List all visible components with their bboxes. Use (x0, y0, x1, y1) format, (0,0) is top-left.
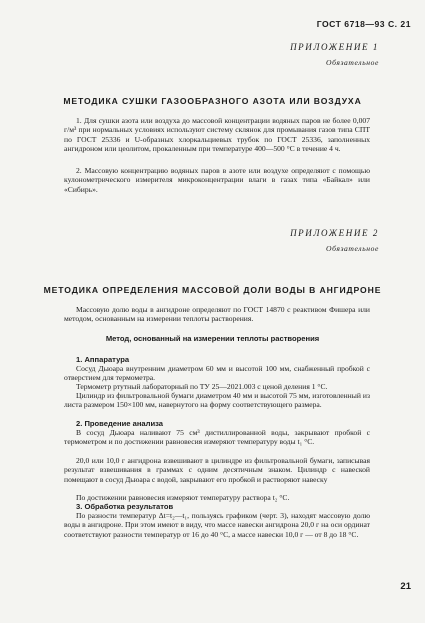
heading-procedure: 2. Проведение анализа (76, 419, 164, 428)
section-1-paragraph-1: 1. Для сушки азота или воздуха до массовой концентрации водяных паров не более 0,007 г/м³ при нормальных условиях используют систему склянок для промывания газов типа СПТ по ГОСТ 25336 и U-образных хлоркальциевых трубок по ГОСТ 25336, заполненных ангидроном или цеолитом, прокаленным при температуре 400—500 °С в течение 4 ч. (64, 116, 370, 153)
appendix-1-label: ПРИЛОЖЕНИЕ 1 (290, 42, 379, 52)
procedure-step-1: В сосуд Дьюара наливают 75 см³ дистиллированной воды, закрывают пробкой с термометром и по достижении равновесия измеряют температуру воды t₁ °С. (64, 428, 370, 447)
procedure-step-2: 20,0 или 10,0 г ангидрона взвешивают в цилиндре из фильтровальной бумаги, записывая результат взвешивания в граммах с одним десятичным знаком. Цилиндр с навеской помещают в сосуд Дьюара с водой, закрывают его пробкой и растворяют навеску (64, 456, 370, 484)
apparatus-dewar: Сосуд Дьюара внутренним диаметром 60 мм и высотой 100 мм, снабженный пробкой с отверстием для термометра. (64, 364, 370, 383)
apparatus-cylinder: Цилиндр из фильтровальной бумаги диаметром 40 мм и высотой 75 мм, изготовленный из листа размером 150×100 мм, навернутого на форму соответствующего размера. (64, 391, 370, 410)
processing-text: По разности температур Δt=t₂—t₁, пользуясь графиком (черт. 3), находят массовую долю воды в ангидроне. При этом имеют в виду, что массе навески ангидрона 20,0 г на оси ординат соответствуют разности температур от 16 до 40 °С, а массе навески 10,0 г — от 8 до 18 °С. (64, 511, 370, 539)
method-title: Метод, основанный на измерении теплоты растворения (105, 334, 320, 343)
section-2-intro: Массовую долю воды в ангидроне определяют по ГОСТ 14870 с реактивом Фишера или методом, основанным на измерении теплоты растворения. (64, 305, 370, 324)
section-1-paragraph-2: 2. Массовую концентрацию водяных паров в азоте или воздухе определяют с помощью кулонометрического измерителя микроконцентрации влаги в газах типа «Байкал» или «Сибирь». (64, 166, 370, 194)
page-number: 21 (400, 581, 411, 592)
heading-apparatus: 1. Аппаратура (76, 355, 130, 364)
appendix-2-label: ПРИЛОЖЕНИЕ 2 (290, 228, 379, 238)
page-header: ГОСТ 6718—93 С. 21 (316, 19, 411, 29)
section-2-title: МЕТОДИКА ОПРЕДЕЛЕНИЯ МАССОВОЙ ДОЛИ ВОДЫ В АНГИДРОНЕ (43, 285, 382, 295)
appendix-1-status: Обязательное (326, 58, 379, 67)
appendix-2-status: Обязательное (326, 244, 379, 253)
apparatus-thermometer: Термометр ртутный лабораторный по ТУ 25—2021.003 с ценой деления 1 °С. (76, 382, 328, 391)
heading-processing: 3. Обработка результатов (76, 502, 174, 511)
section-1-title: МЕТОДИКА СУШКИ ГАЗООБРАЗНОГО АЗОТА ИЛИ ВОЗДУХА (63, 96, 362, 106)
procedure-step-3: По достижении равновесия измеряют температуру раствора t₂ °С. (76, 493, 290, 502)
